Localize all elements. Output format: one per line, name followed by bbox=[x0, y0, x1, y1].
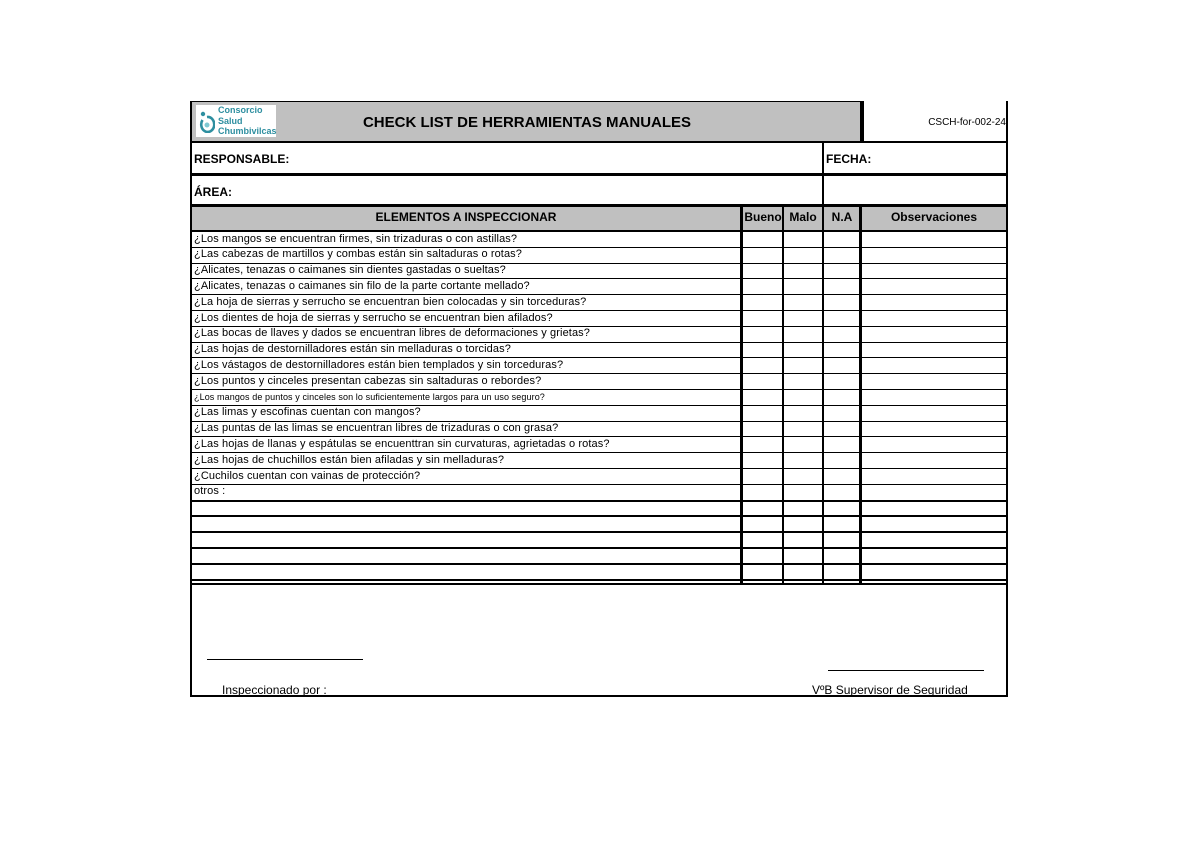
table-row-text: ¿Las puntas de las limas se encuentran libres de trizaduras o con grasa? bbox=[194, 422, 559, 435]
table-row-text: ¿Los mangos de puntos y cinceles son lo suficientemente largos para un uso seguro? bbox=[194, 392, 545, 402]
table-row-line bbox=[192, 563, 1006, 565]
table-row-text: ¿Las hojas de destornilladores están sin melladuras o torcidas? bbox=[194, 343, 511, 356]
table-row-text: ¿Los vástagos de destornilladores están bien templados y sin torceduras? bbox=[194, 358, 564, 371]
logo-line-3: Chumbivilcas bbox=[218, 126, 277, 136]
table-row-line bbox=[192, 389, 1006, 390]
company-logo bbox=[196, 105, 276, 137]
table-row-line bbox=[192, 484, 1006, 485]
inspector-signature-line bbox=[207, 659, 363, 660]
logo-line-1: Consorcio bbox=[218, 105, 263, 115]
form-title: CHECK LIST DE HERRAMIENTAS MANUALES bbox=[362, 114, 692, 131]
table-row-text: ¿Cuchilos cuentan con vainas de protección? bbox=[194, 469, 421, 482]
column-divider bbox=[782, 207, 784, 585]
checklist-sheet bbox=[190, 101, 1008, 697]
logo-line-2: Salud bbox=[218, 115, 243, 126]
inspected-by-label: Inspeccionado por : bbox=[222, 683, 327, 697]
responsable-label: RESPONSABLE: bbox=[194, 152, 290, 166]
column-header-observaciones: Observaciones bbox=[890, 210, 978, 224]
table-row-text: ¿Los mangos se encuentran firmes, sin trizaduras o con astillas? bbox=[194, 232, 518, 245]
table-row-text: ¿Alicates, tenazas o caimanes sin dientes gastadas o sueltas? bbox=[194, 264, 506, 277]
table-bottom-line bbox=[192, 583, 1006, 585]
table-row-text: ¿La hoja de sierras y serrucho se encuentran bien colocadas y sin torceduras? bbox=[194, 295, 587, 308]
table-row-text: ¿Las hojas de chuchillos están bien afiladas y sin melladuras? bbox=[194, 453, 505, 466]
column-divider bbox=[740, 207, 743, 585]
divider-line bbox=[192, 141, 1006, 143]
supervisor-label: VºB Supervisor de Seguridad bbox=[812, 683, 968, 697]
table-row-text: ¿Las bocas de llaves y dados se encuentran libres de deformaciones y grietas? bbox=[194, 327, 590, 340]
column-header-elementos: ELEMENTOS A INSPECCIONAR bbox=[375, 210, 557, 224]
column-divider bbox=[822, 207, 824, 585]
fecha-label: FECHA: bbox=[826, 152, 872, 166]
form-code: CSCH-for-002-24 bbox=[928, 117, 1006, 128]
column-header-malo: Malo bbox=[789, 210, 817, 224]
table-row-text: ¿Alicates, tenazas o caimanes sin filo de la parte cortante mellado? bbox=[194, 279, 530, 292]
column-header-bueno: Bueno bbox=[744, 210, 782, 224]
table-row-text: ¿Las limas y escofinas cuentan con mangos? bbox=[194, 406, 421, 419]
divider-line bbox=[192, 173, 1006, 176]
table-row-text: ¿Las cabezas de martillos y combas están sin saltaduras o rotas? bbox=[194, 248, 522, 261]
table-row-line bbox=[192, 515, 1006, 517]
table-row-line bbox=[192, 500, 1006, 502]
table-row-text: ¿Los puntos y cinceles presentan cabezas sin saltaduras o rebordes? bbox=[194, 374, 542, 387]
logo-text bbox=[218, 105, 277, 137]
table-row-line bbox=[192, 579, 1006, 581]
table-row-line bbox=[192, 547, 1006, 549]
supervisor-signature-line bbox=[828, 670, 984, 671]
area-label: ÁREA: bbox=[194, 185, 232, 199]
info-divider bbox=[822, 141, 824, 207]
column-header-na: N.A bbox=[831, 210, 853, 224]
table-row-text: otros : bbox=[194, 485, 226, 498]
table-row-line bbox=[192, 531, 1006, 533]
table-row-text: ¿Las hojas de llanas y espátulas se encuenttran sin curvaturas, agrietadas o rotas? bbox=[194, 437, 610, 450]
column-divider bbox=[859, 207, 862, 585]
table-row-text: ¿Los dientes de hoja de sierras y serrucho se encuentran bien afilados? bbox=[194, 311, 553, 324]
logo-mark-icon bbox=[199, 111, 215, 133]
